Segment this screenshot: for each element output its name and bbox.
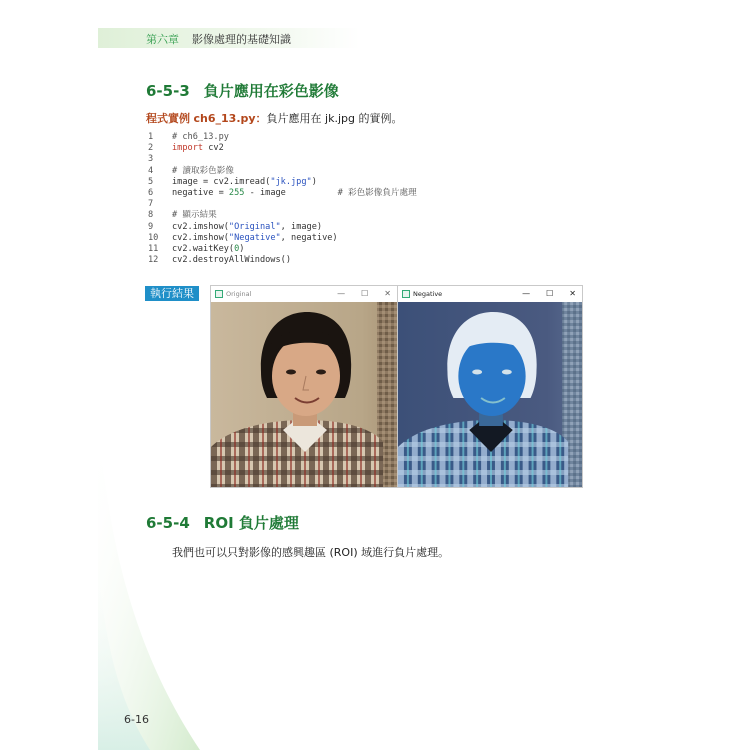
negative-photo xyxy=(398,302,582,487)
code-line xyxy=(148,177,417,188)
code-text: negative = 255 - image # 彩色影像負片處理 xyxy=(172,187,417,198)
code-line xyxy=(148,188,417,199)
negative-window xyxy=(397,285,583,488)
code-line xyxy=(148,244,417,255)
window-titlebar[interactable] xyxy=(398,286,582,302)
code-text: import cv2 xyxy=(172,143,224,154)
minimize-icon[interactable]: — xyxy=(337,289,346,298)
code-text: cv2.imshow("Original", image) xyxy=(172,221,323,232)
section-number: 6-5-3 xyxy=(146,82,190,100)
maximize-icon[interactable]: ☐ xyxy=(361,289,369,298)
window-titlebar[interactable] xyxy=(211,286,397,302)
original-photo xyxy=(211,302,397,487)
close-icon[interactable]: ✕ xyxy=(384,289,391,298)
line-number: 7 xyxy=(148,199,154,210)
code-listing xyxy=(148,132,417,266)
window-title: Original xyxy=(226,290,252,298)
section-title: 負片應用在彩色影像 xyxy=(203,82,339,100)
maximize-icon[interactable]: ☐ xyxy=(546,289,554,298)
example-filename: ch6_13.py xyxy=(193,112,256,125)
chapter-number: 第六章 xyxy=(146,33,179,46)
line-number: 3 xyxy=(148,154,154,165)
code-text: # 顯示結果 xyxy=(172,210,217,221)
section-number: 6-5-4 xyxy=(146,514,190,532)
code-line xyxy=(148,255,417,266)
page-number: 6-16 xyxy=(124,713,149,726)
minimize-icon[interactable]: — xyxy=(522,289,531,298)
line-number: 9 xyxy=(148,221,154,232)
line-number: 10 xyxy=(148,232,159,243)
example-label: 程式實例 xyxy=(146,112,190,125)
example-caption xyxy=(146,110,402,126)
section-title: ROI 負片處理 xyxy=(203,514,299,532)
line-number: 2 xyxy=(148,143,154,154)
code-text: image = cv2.imread("jk.jpg") xyxy=(172,176,317,187)
code-text: # ch6_13.py xyxy=(172,132,229,142)
app-icon xyxy=(402,290,410,298)
code-line xyxy=(148,143,417,154)
example-separator: ： xyxy=(255,112,267,125)
code-line xyxy=(148,199,417,210)
code-line xyxy=(148,132,417,143)
line-number: 6 xyxy=(148,187,154,198)
chapter-title: 影像處理的基礎知識 xyxy=(192,33,291,46)
result-badge: 執行結果 xyxy=(145,286,199,301)
code-text: cv2.waitKey(0) xyxy=(172,243,245,254)
code-line xyxy=(148,210,417,221)
code-text: cv2.imshow("Negative", negative) xyxy=(172,232,338,243)
line-number: 1 xyxy=(148,132,154,142)
example-description: 負片應用在 jk.jpg 的實例。 xyxy=(266,112,403,125)
line-number: 5 xyxy=(148,176,154,187)
window-title: Negative xyxy=(413,290,443,298)
line-number: 11 xyxy=(148,243,159,254)
original-window xyxy=(210,285,398,488)
line-number: 12 xyxy=(148,255,159,266)
code-line xyxy=(148,166,417,177)
code-text: cv2.destroyAllWindows() xyxy=(172,255,291,266)
close-icon[interactable]: ✕ xyxy=(569,289,576,298)
section-heading-6-5-3 xyxy=(146,80,339,101)
line-number: 8 xyxy=(148,210,154,221)
code-text: # 讀取彩色影像 xyxy=(172,165,234,176)
code-line xyxy=(148,154,417,165)
line-number: 4 xyxy=(148,165,154,176)
body-paragraph: 我們也可以只對影像的感興趣區 (ROI) 域進行負片處理。 xyxy=(172,546,450,559)
section-heading-6-5-4 xyxy=(146,512,299,533)
code-line xyxy=(148,233,417,244)
code-line xyxy=(148,222,417,233)
app-icon xyxy=(215,290,223,298)
